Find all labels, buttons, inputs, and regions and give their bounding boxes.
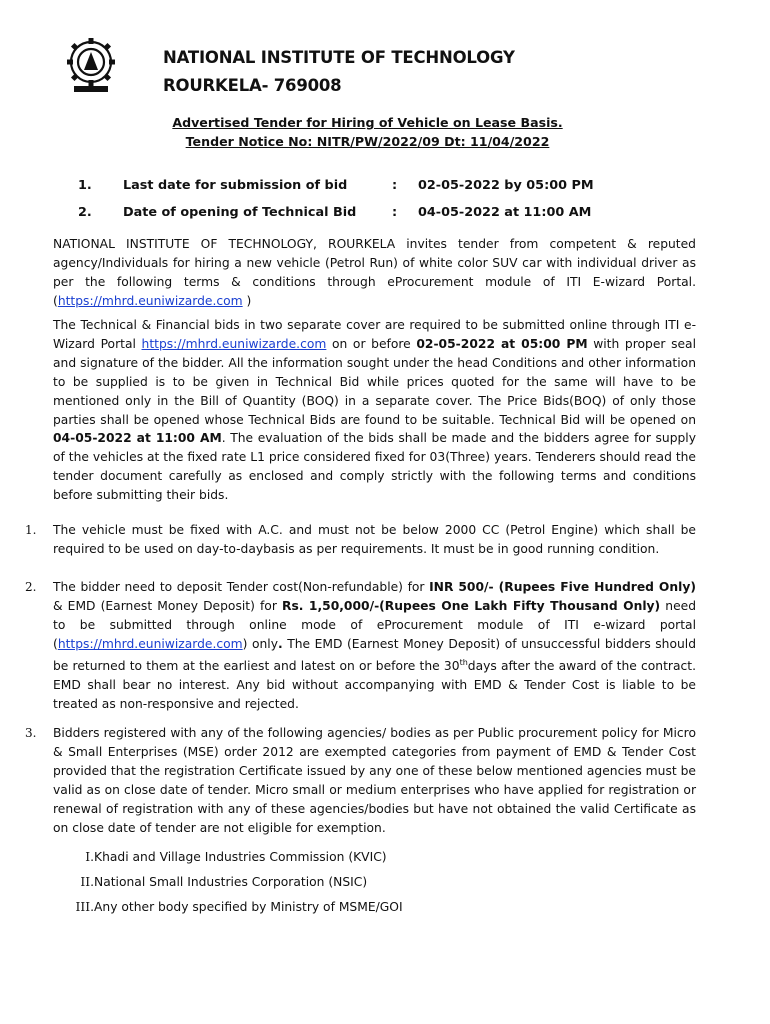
tender-notice-number: Tender Notice No: NITR/PW/2022/09 Dt: 11/04/2022: [185, 134, 550, 149]
roman-numeral: I.: [85, 850, 94, 864]
point-mse-exemption: Bidders registered with any of the following agencies/ bodies as per Public procurement policy for Micro & Small Enterprises (MSE) order 2012 are exempted categories from payment of EMD & Tender Cost provided that the registration Certificate issued by any one of these below mentioned agencies must be valid as on close date of tender. Micro small or medium enterprises who have applied for registration or renewal of registration with any of these agencies/bodies but have not obtained the valid Certificate as on close date of tender are not eligible for exemption.: [53, 726, 696, 835]
agency-list-item: [54, 900, 403, 914]
point2-text: & EMD (Earnest Money Deposit) for: [53, 598, 282, 613]
key-date-number: 2.: [78, 205, 92, 220]
intro-text: NATIONAL INSTITUTE OF TECHNOLOGY, ROURKELA invites tender from competent & reputed agency/Individuals for hiring a new vehicle (Petrol Run) of white color SUV car with individual driver as per the following terms & conditions through eProcurement module of ITI E-wizard Portal. (: [53, 237, 696, 308]
tender-cost-amount: INR 500/- (Rupees Five Hundred Only): [429, 580, 696, 594]
key-date-label: Date of opening of Technical Bid: [123, 205, 357, 220]
point2-text: The EMD (Earnest Money Deposit) of unsuccessful bidders should be returned to them at the earliest and latest on or before the 30: [53, 636, 697, 673]
technical-bid-opening-date: 04-05-2022 at 11:00 AM: [53, 431, 222, 446]
point-number: 1.: [25, 523, 37, 537]
point2-text: days after the award of the contract. EMD shall bear no interest. Any bid without accompanying with EMD & Tender Cost is liable to be treated as non-responsive and rejected.: [53, 658, 696, 711]
institute-gear-emblem-icon: [60, 34, 122, 96]
key-date-value: 04-05-2022 at 11:00 AM: [418, 205, 592, 220]
bid-submission-paragraph: [53, 316, 696, 505]
emd-amount: Rs. 1,50,000/-(Rupees One Lakh Fifty Thousand Only): [281, 598, 661, 613]
point-number: 3.: [25, 726, 37, 740]
key-date-value: 02-05-2022 by 05:00 PM: [418, 178, 594, 193]
point-number: 2.: [25, 580, 37, 594]
agency-name: Any other body specified by Ministry of MSME/GOI: [94, 900, 403, 914]
institute-location: ROURKELA- 769008: [163, 76, 342, 95]
intro-text-end: ): [242, 293, 252, 308]
portal-link[interactable]: https://mhrd.euniwizarde.com: [57, 636, 243, 651]
para2-text: on or before: [326, 336, 417, 351]
point-emd-tender-cost: [53, 578, 696, 713]
point-vehicle-requirement: The vehicle must be fixed with A.C. and must not be below 2000 CC (Petrol Engine) which shall be required to be used on day-to-daybasis as per requirements. It must be in good running condition.: [53, 523, 696, 556]
ordinal-suffix: th: [459, 657, 468, 667]
agency-list-item: [54, 850, 387, 864]
agency-list-item: [54, 875, 368, 889]
key-date-number: 1.: [78, 178, 92, 193]
point2-text: need to be submitted through online mode of eProcurement module of ITI e-wizard portal (: [53, 598, 697, 651]
key-date-colon: :: [392, 205, 398, 220]
portal-link[interactable]: https://mhrd.euniwizarde.com: [57, 293, 243, 308]
para2-text: . The evaluation of the bids shall be made and the bidders agree for supply of the vehicles at the fixed rate L1 price considered fixed for 03(Three) years. Tenderers should read the tender document carefully as enclosed and comply strictly with the following terms and conditions before submitting their bids.: [53, 431, 696, 503]
para2-text: The Technical & Financial bids in two separate cover are required to be submitted online through ITI e-Wizard Portal: [53, 318, 696, 351]
point2-text: .: [278, 636, 283, 651]
submission-deadline: 02-05-2022 at 05:00 PM: [416, 336, 588, 351]
agency-name: National Small Industries Corporation (NSIC): [94, 875, 368, 889]
institute-name: NATIONAL INSTITUTE OF TECHNOLOGY: [163, 48, 515, 67]
key-date-label: Last date for submission of bid: [123, 178, 348, 193]
tender-heading: Advertised Tender for Hiring of Vehicle on Lease Basis.: [172, 115, 563, 130]
roman-numeral: II.: [80, 875, 94, 889]
portal-link[interactable]: https://mhrd.euniwizarde.com: [141, 336, 327, 351]
intro-paragraph: [53, 235, 696, 311]
agency-name: Khadi and Village Industries Commission (KVIC): [94, 850, 387, 864]
roman-numeral: III.: [75, 900, 94, 914]
point2-text: ) only: [242, 636, 278, 651]
point2-text: The bidder need to deposit Tender cost(Non-refundable) for: [53, 580, 430, 594]
para2-text: with proper seal and signature of the bidder. All the information sought under the head Conditions and other information to be supplied is to be given in Technical Bid while prices quoted for the same will have to be mentioned only in the Bill of Quantity (BOQ) in a separate cover. The Price Bids(BOQ) of only those parties shall be opened whose Technical Bids are found to be suitable. Technical Bid will be opened on: [53, 336, 697, 427]
key-date-colon: :: [392, 178, 398, 193]
